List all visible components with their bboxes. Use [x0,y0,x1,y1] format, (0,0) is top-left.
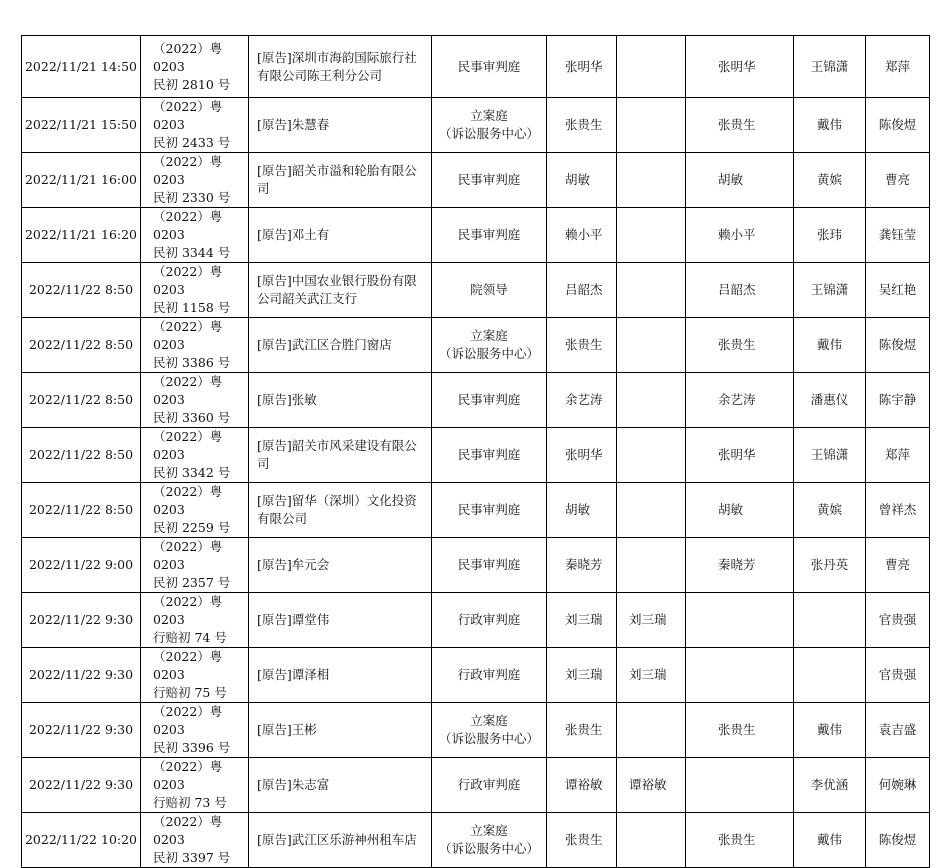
case-number-line: 民初 3344 号 [153,245,231,260]
case-number-line: （2022）粤 0203 [153,154,223,187]
case-number-cell [141,648,249,703]
party-cell: [原告]张敏 [249,373,432,428]
court-division-text: 立案庭 （诉讼服务中心） [438,823,539,856]
clerk-cell [794,648,866,703]
case-number-line: 民初 3397 号 [153,850,231,865]
presiding-judge-cell: 胡敏 [547,483,617,538]
secretary-cell: 陈宇静 [866,373,930,428]
party-cell: [原告]留华（深圳）文化投资有限公司 [249,483,432,538]
court-division-text: 民事审判庭 [457,392,521,407]
clerk-cell: 王锦潇 [794,263,866,318]
undertaking-judge-cell: 秦晓芳 [686,538,794,593]
case-number-line: 民初 2810 号 [153,76,231,92]
judge-cell: 谭裕敏 [617,758,686,813]
party-cell: [原告]韶关市溢和轮胎有限公司 [249,153,432,208]
undertaking-judge-cell [686,758,794,813]
judge-cell [617,318,686,373]
court-division-text: 立案庭 （诉讼服务中心） [438,713,539,746]
presiding-judge-cell: 胡敏 [547,153,617,208]
court-division-text: 民事审判庭 [457,58,521,74]
court-division-cell [432,428,547,483]
presiding-judge-cell: 张明华 [547,428,617,483]
case-number-line: （2022）粤 0203 [153,539,223,572]
party-cell: [原告]牟元会 [249,538,432,593]
hearing-time-cell: 2022/11/22 8:50 [22,483,141,538]
case-number-line: 民初 3360 号 [153,410,231,425]
table-row [22,428,930,483]
judge-cell [617,703,686,758]
secretary-cell: 吴红艳 [866,263,930,318]
court-division-cell [432,593,547,648]
case-number-cell [141,263,249,318]
court-division-text: 院领导 [470,282,508,297]
case-number-line: 民初 2330 号 [153,190,231,205]
case-number-line: 行赔初 73 号 [153,795,227,810]
secretary-cell: 郑萍 [866,36,930,98]
undertaking-judge-cell: 吕韶杰 [686,263,794,318]
table-row [22,36,930,98]
hearing-time-cell: 2022/11/22 8:50 [22,263,141,318]
court-division-cell [432,648,547,703]
judge-cell [617,483,686,538]
table-row [22,318,930,373]
case-number-line: 行赔初 74 号 [153,630,227,645]
judge-cell [617,538,686,593]
case-number-line: （2022）粤 0203 [153,429,223,462]
presiding-judge-cell: 张贵生 [547,98,617,153]
judge-cell [617,36,686,98]
court-division-text: 行政审判庭 [457,777,521,792]
case-number-line: （2022）粤 0203 [153,594,223,627]
case-number-line: （2022）粤 0203 [153,484,223,517]
undertaking-judge-cell: 张明华 [686,428,794,483]
court-division-text: 民事审判庭 [457,447,521,462]
case-number-cell [141,318,249,373]
court-division-cell [432,36,547,98]
presiding-judge-cell: 赖小平 [547,208,617,263]
case-number-line: 民初 3396 号 [153,740,231,755]
case-number-line: 行赔初 75 号 [153,685,227,700]
judge-cell [617,813,686,868]
clerk-cell: 张玮 [794,208,866,263]
clerk-cell: 王锦潇 [794,36,866,98]
table-row [22,373,930,428]
case-number-line: （2022）粤 0203 [153,704,223,737]
secretary-cell: 曹亮 [866,538,930,593]
court-division-text: 立案庭 （诉讼服务中心） [438,108,539,141]
clerk-cell: 黄嫔 [794,153,866,208]
case-number-cell [141,538,249,593]
undertaking-judge-cell: 胡敏 [686,483,794,538]
table-row [22,263,930,318]
hearing-time-cell: 2022/11/22 9:30 [22,703,141,758]
presiding-judge-cell: 刘三瑞 [547,648,617,703]
hearing-time-cell: 2022/11/22 9:30 [22,593,141,648]
hearing-schedule-table [21,35,930,868]
undertaking-judge-cell: 张明华 [686,36,794,98]
table-row [22,648,930,703]
judge-cell [617,208,686,263]
court-division-cell [432,373,547,428]
hearing-time-cell: 2022/11/22 8:50 [22,428,141,483]
clerk-cell: 戴伟 [794,318,866,373]
table-row [22,153,930,208]
court-division-cell [432,98,547,153]
clerk-cell: 戴伟 [794,813,866,868]
presiding-judge-cell: 张贵生 [547,813,617,868]
clerk-cell [794,593,866,648]
undertaking-judge-cell: 余艺涛 [686,373,794,428]
party-cell: [原告]武江区合胜门窗店 [249,318,432,373]
table-row [22,703,930,758]
hearing-time-cell: 2022/11/21 16:20 [22,208,141,263]
presiding-judge-cell: 张贵生 [547,318,617,373]
judge-cell: 刘三瑞 [617,593,686,648]
court-division-cell [432,263,547,318]
court-division-text: 立案庭 （诉讼服务中心） [438,328,539,361]
case-number-cell [141,428,249,483]
secretary-cell: 龚钰莹 [866,208,930,263]
hearing-time-cell: 2022/11/21 15:50 [22,98,141,153]
undertaking-judge-cell: 张贵生 [686,318,794,373]
table-row [22,593,930,648]
undertaking-judge-cell: 张贵生 [686,98,794,153]
court-division-text: 民事审判庭 [457,227,521,242]
judge-cell [617,263,686,318]
case-number-line: （2022）粤 0203 [153,814,223,847]
case-number-cell [141,483,249,538]
party-cell: [原告]韶关市风采建设有限公司 [249,428,432,483]
case-number-line: （2022）粤 0203 [153,209,223,242]
court-division-text: 民事审判庭 [457,172,521,187]
judge-cell [617,153,686,208]
hearing-time-cell: 2022/11/21 16:00 [22,153,141,208]
hearing-time-cell: 2022/11/22 8:50 [22,373,141,428]
court-division-cell [432,208,547,263]
court-division-text: 行政审判庭 [457,667,521,682]
clerk-cell: 李优涵 [794,758,866,813]
secretary-cell: 何婉琳 [866,758,930,813]
presiding-judge-cell: 秦晓芳 [547,538,617,593]
court-division-text: 民事审判庭 [457,557,521,572]
party-cell: [原告]武江区乐游神州租车店 [249,813,432,868]
undertaking-judge-cell: 赖小平 [686,208,794,263]
case-number-cell [141,813,249,868]
hearing-time-cell: 2022/11/22 9:30 [22,648,141,703]
case-number-line: （2022）粤 0203 [153,99,223,132]
presiding-judge-cell: 吕韶杰 [547,263,617,318]
case-number-cell [141,703,249,758]
presiding-judge-cell: 张贵生 [547,703,617,758]
table-row [22,813,930,868]
case-number-cell [141,36,249,98]
table-row [22,483,930,538]
hearing-time-cell: 2022/11/22 8:50 [22,318,141,373]
case-number-line: （2022）粤 0203 [153,319,223,352]
party-cell: [原告]邓土有 [249,208,432,263]
court-division-cell [432,703,547,758]
case-number-line: （2022）粤 0203 [153,40,223,74]
undertaking-judge-cell: 胡敏 [686,153,794,208]
undertaking-judge-cell: 张贵生 [686,813,794,868]
clerk-cell: 戴伟 [794,703,866,758]
presiding-judge-cell: 余艺涛 [547,373,617,428]
case-number-line: （2022）粤 0203 [153,264,223,297]
court-division-cell [432,153,547,208]
secretary-cell: 郑萍 [866,428,930,483]
case-number-line: 民初 2357 号 [153,575,231,590]
party-cell: [原告]深圳市海韵国际旅行社有限公司陈王利分公司 [249,36,432,98]
undertaking-judge-cell [686,593,794,648]
judge-cell [617,373,686,428]
case-number-line: 民初 3342 号 [153,465,231,480]
judge-cell: 刘三瑞 [617,648,686,703]
secretary-cell: 官贵强 [866,593,930,648]
hearing-time-cell: 2022/11/22 9:00 [22,538,141,593]
party-cell: [原告]朱慧春 [249,98,432,153]
table-row [22,758,930,813]
judge-cell [617,98,686,153]
clerk-cell: 王锦潇 [794,428,866,483]
clerk-cell: 潘惠仪 [794,373,866,428]
undertaking-judge-cell [686,648,794,703]
table-body [22,36,930,868]
hearing-time-cell: 2022/11/22 10:20 [22,813,141,868]
case-number-cell [141,373,249,428]
court-division-cell [432,758,547,813]
secretary-cell: 陈俊煜 [866,98,930,153]
clerk-cell: 戴伟 [794,98,866,153]
court-division-cell [432,483,547,538]
secretary-cell: 袁吉盛 [866,703,930,758]
case-number-cell [141,98,249,153]
judge-cell [617,428,686,483]
secretary-cell: 陈俊煜 [866,813,930,868]
case-number-cell [141,153,249,208]
case-number-cell [141,758,249,813]
secretary-cell: 官贵强 [866,648,930,703]
court-division-text: 行政审判庭 [457,612,521,627]
court-division-cell [432,538,547,593]
case-number-line: （2022）粤 0203 [153,759,223,792]
party-cell: [原告]谭泽相 [249,648,432,703]
case-number-cell [141,208,249,263]
table-row [22,208,930,263]
party-cell: [原告]王彬 [249,703,432,758]
court-division-text: 民事审判庭 [457,502,521,517]
presiding-judge-cell: 张明华 [547,36,617,98]
party-cell: [原告]谭堂伟 [249,593,432,648]
clerk-cell: 张丹英 [794,538,866,593]
secretary-cell: 曹亮 [866,153,930,208]
case-number-line: 民初 2259 号 [153,520,231,535]
table-row [22,538,930,593]
hearing-time-cell: 2022/11/21 14:50 [22,36,141,98]
case-number-cell [141,593,249,648]
court-division-cell [432,813,547,868]
presiding-judge-cell: 刘三瑞 [547,593,617,648]
table-row [22,98,930,153]
court-division-cell [432,318,547,373]
case-number-line: 民初 3386 号 [153,355,231,370]
case-number-line: 民初 1158 号 [153,300,231,315]
case-number-line: 民初 2433 号 [153,135,231,150]
case-number-line: （2022）粤 0203 [153,374,223,407]
clerk-cell: 黄嫔 [794,483,866,538]
secretary-cell: 曾祥杰 [866,483,930,538]
case-number-line: （2022）粤 0203 [153,649,223,682]
hearing-time-cell: 2022/11/22 9:30 [22,758,141,813]
party-cell: [原告]朱志富 [249,758,432,813]
secretary-cell: 陈俊煜 [866,318,930,373]
undertaking-judge-cell: 张贵生 [686,703,794,758]
presiding-judge-cell: 谭裕敏 [547,758,617,813]
party-cell: [原告]中国农业银行股份有限公司韶关武江支行 [249,263,432,318]
